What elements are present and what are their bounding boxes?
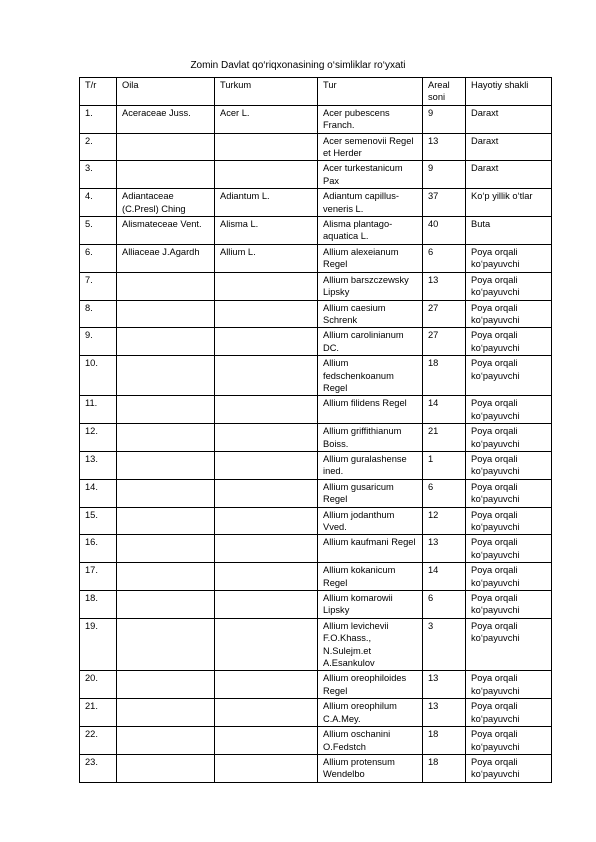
cell-species: Allium protensum Wendelbo [318, 754, 423, 782]
cell-number: 8. [80, 300, 117, 328]
plant-species-table [79, 77, 552, 783]
table-row [80, 105, 552, 133]
table-row [80, 591, 552, 619]
cell-family [117, 451, 215, 479]
cell-genus [215, 671, 318, 699]
cell-life-form: Poya orqali ko‘payuvchi [466, 396, 552, 424]
cell-species: Alisma plantago-aquatica L. [318, 217, 423, 245]
cell-genus: Acer L. [215, 105, 318, 133]
table-body [80, 105, 552, 782]
table-row [80, 189, 552, 217]
cell-life-form: Ko‘p yillik o‘tlar [466, 189, 552, 217]
cell-family [117, 563, 215, 591]
cell-species: Allium carolinianum DC. [318, 328, 423, 356]
cell-areal-count: 27 [423, 300, 466, 328]
cell-number: 5. [80, 217, 117, 245]
cell-life-form: Poya orqali ko‘payuvchi [466, 451, 552, 479]
cell-number: 6. [80, 244, 117, 272]
cell-species: Allium jodanthum Vved. [318, 507, 423, 535]
cell-family [117, 161, 215, 189]
cell-areal-count: 13 [423, 133, 466, 161]
cell-species: Acer semenovii Regel et Herder [318, 133, 423, 161]
cell-family [117, 300, 215, 328]
cell-number: 4. [80, 189, 117, 217]
cell-species: Acer pubescens Franch. [318, 105, 423, 133]
cell-genus [215, 479, 318, 507]
table-row [80, 356, 552, 396]
cell-species: Acer turkestanicum Pax [318, 161, 423, 189]
cell-family: Alliaceae J.Agardh [117, 244, 215, 272]
cell-life-form: Poya orqali ko‘payuvchi [466, 244, 552, 272]
cell-species: Allium oreophilum C.A.Mey. [318, 699, 423, 727]
cell-areal-count: 13 [423, 535, 466, 563]
cell-areal-count: 13 [423, 272, 466, 300]
cell-life-form: Poya orqali ko‘payuvchi [466, 328, 552, 356]
cell-genus: Allium L. [215, 244, 318, 272]
cell-genus [215, 754, 318, 782]
cell-genus [215, 591, 318, 619]
cell-number: 1. [80, 105, 117, 133]
cell-areal-count: 40 [423, 217, 466, 245]
cell-life-form: Poya orqali ko‘payuvchi [466, 535, 552, 563]
table-row [80, 535, 552, 563]
cell-family [117, 754, 215, 782]
cell-number: 23. [80, 754, 117, 782]
table-row [80, 300, 552, 328]
cell-number: 10. [80, 356, 117, 396]
cell-species: Allium griffithianum Boiss. [318, 424, 423, 452]
cell-species: Allium guralashense ined. [318, 451, 423, 479]
table-row [80, 244, 552, 272]
header-number: T/r [80, 78, 117, 106]
cell-areal-count: 1 [423, 451, 466, 479]
cell-areal-count: 27 [423, 328, 466, 356]
cell-life-form: Poya orqali ko‘payuvchi [466, 272, 552, 300]
cell-family [117, 699, 215, 727]
table-row [80, 479, 552, 507]
cell-species: Allium kaufmani Regel [318, 535, 423, 563]
cell-areal-count: 13 [423, 699, 466, 727]
cell-genus [215, 699, 318, 727]
cell-number: 2. [80, 133, 117, 161]
cell-family [117, 671, 215, 699]
table-row [80, 424, 552, 452]
cell-areal-count: 6 [423, 244, 466, 272]
cell-genus [215, 535, 318, 563]
cell-family: Aceraceae Juss. [117, 105, 215, 133]
cell-areal-count: 9 [423, 161, 466, 189]
table-row [80, 563, 552, 591]
cell-genus [215, 451, 318, 479]
cell-family [117, 618, 215, 671]
cell-life-form: Buta [466, 217, 552, 245]
cell-genus [215, 356, 318, 396]
table-row [80, 727, 552, 755]
cell-number: 3. [80, 161, 117, 189]
cell-life-form: Daraxt [466, 105, 552, 133]
cell-areal-count: 14 [423, 563, 466, 591]
header-species: Tur [318, 78, 423, 106]
cell-genus [215, 161, 318, 189]
cell-life-form: Poya orqali ko‘payuvchi [466, 671, 552, 699]
cell-areal-count: 21 [423, 424, 466, 452]
cell-areal-count: 6 [423, 591, 466, 619]
cell-genus: Adiantum L. [215, 189, 318, 217]
cell-areal-count: 3 [423, 618, 466, 671]
cell-life-form: Poya orqali ko‘payuvchi [466, 591, 552, 619]
table-row [80, 217, 552, 245]
cell-family [117, 356, 215, 396]
page-title: Zomin Davlat qo‘riqxonasining o‘simliklar ro‘yxati [190, 60, 406, 71]
table-row [80, 133, 552, 161]
cell-number: 7. [80, 272, 117, 300]
cell-genus [215, 563, 318, 591]
cell-number: 18. [80, 591, 117, 619]
table-row [80, 451, 552, 479]
cell-genus [215, 618, 318, 671]
cell-number: 11. [80, 396, 117, 424]
cell-species: Allium barszczewsky Lipsky [318, 272, 423, 300]
table-row [80, 328, 552, 356]
cell-family [117, 591, 215, 619]
cell-species: Allium filidens Regel [318, 396, 423, 424]
header-family: Oila [117, 78, 215, 106]
cell-number: 17. [80, 563, 117, 591]
cell-number: 14. [80, 479, 117, 507]
cell-species: Allium kokanicum Regel [318, 563, 423, 591]
cell-life-form: Poya orqali ko‘payuvchi [466, 300, 552, 328]
cell-number: 12. [80, 424, 117, 452]
cell-number: 16. [80, 535, 117, 563]
cell-species: Allium alexeianum Regel [318, 244, 423, 272]
cell-number: 21. [80, 699, 117, 727]
cell-genus [215, 424, 318, 452]
cell-family [117, 396, 215, 424]
table-row [80, 699, 552, 727]
cell-number: 22. [80, 727, 117, 755]
cell-genus [215, 396, 318, 424]
header-areal-count: Areal soni [423, 78, 466, 106]
table-row [80, 754, 552, 782]
cell-genus [215, 727, 318, 755]
cell-number: 19. [80, 618, 117, 671]
cell-genus [215, 328, 318, 356]
table-row [80, 272, 552, 300]
cell-life-form: Poya orqali ko‘payuvchi [466, 479, 552, 507]
cell-genus [215, 133, 318, 161]
cell-genus [215, 272, 318, 300]
cell-number: 20. [80, 671, 117, 699]
cell-number: 13. [80, 451, 117, 479]
cell-genus [215, 507, 318, 535]
cell-life-form: Poya orqali ko‘payuvchi [466, 754, 552, 782]
cell-areal-count: 14 [423, 396, 466, 424]
cell-family: Adiantaceae (C.Presl) Ching [117, 189, 215, 217]
table-row [80, 618, 552, 671]
cell-species: Allium levichevii F.O.Khass., N.Sulejm.et A.Esankulov [318, 618, 423, 671]
cell-family [117, 328, 215, 356]
cell-life-form: Poya orqali ko‘payuvchi [466, 563, 552, 591]
cell-family: Alismateceae Vent. [117, 217, 215, 245]
cell-life-form: Poya orqali ko‘payuvchi [466, 699, 552, 727]
cell-family [117, 507, 215, 535]
cell-species: Allium oreophiloides Regel [318, 671, 423, 699]
cell-family [117, 727, 215, 755]
cell-areal-count: 18 [423, 356, 466, 396]
cell-number: 9. [80, 328, 117, 356]
cell-life-form: Poya orqali ko‘payuvchi [466, 618, 552, 671]
cell-areal-count: 9 [423, 105, 466, 133]
table-row [80, 396, 552, 424]
cell-life-form: Poya orqali ko‘payuvchi [466, 424, 552, 452]
cell-areal-count: 12 [423, 507, 466, 535]
cell-areal-count: 18 [423, 754, 466, 782]
cell-family [117, 424, 215, 452]
cell-species: Allium fedschenkoanum Regel [318, 356, 423, 396]
cell-species: Allium komarowii Lipsky [318, 591, 423, 619]
cell-genus: Alisma L. [215, 217, 318, 245]
cell-species: Adiantum capillus-veneris L. [318, 189, 423, 217]
table-row [80, 671, 552, 699]
cell-areal-count: 37 [423, 189, 466, 217]
cell-genus [215, 300, 318, 328]
cell-family [117, 535, 215, 563]
cell-areal-count: 13 [423, 671, 466, 699]
cell-species: Allium gusaricum Regel [318, 479, 423, 507]
cell-family [117, 272, 215, 300]
cell-life-form: Poya orqali ko‘payuvchi [466, 507, 552, 535]
cell-areal-count: 18 [423, 727, 466, 755]
cell-areal-count: 6 [423, 479, 466, 507]
cell-species: Allium oschanini O.Fedstch [318, 727, 423, 755]
header-life-form: Hayotiy shakli [466, 78, 552, 106]
table-row [80, 507, 552, 535]
cell-life-form: Daraxt [466, 161, 552, 189]
cell-life-form: Poya orqali ko‘payuvchi [466, 727, 552, 755]
cell-number: 15. [80, 507, 117, 535]
table-row [80, 161, 552, 189]
cell-family [117, 479, 215, 507]
header-genus: Turkum [215, 78, 318, 106]
cell-life-form: Poya orqali ko‘payuvchi [466, 356, 552, 396]
cell-life-form: Daraxt [466, 133, 552, 161]
table-header-row [80, 78, 552, 106]
cell-species: Allium caesium Schrenk [318, 300, 423, 328]
cell-family [117, 133, 215, 161]
